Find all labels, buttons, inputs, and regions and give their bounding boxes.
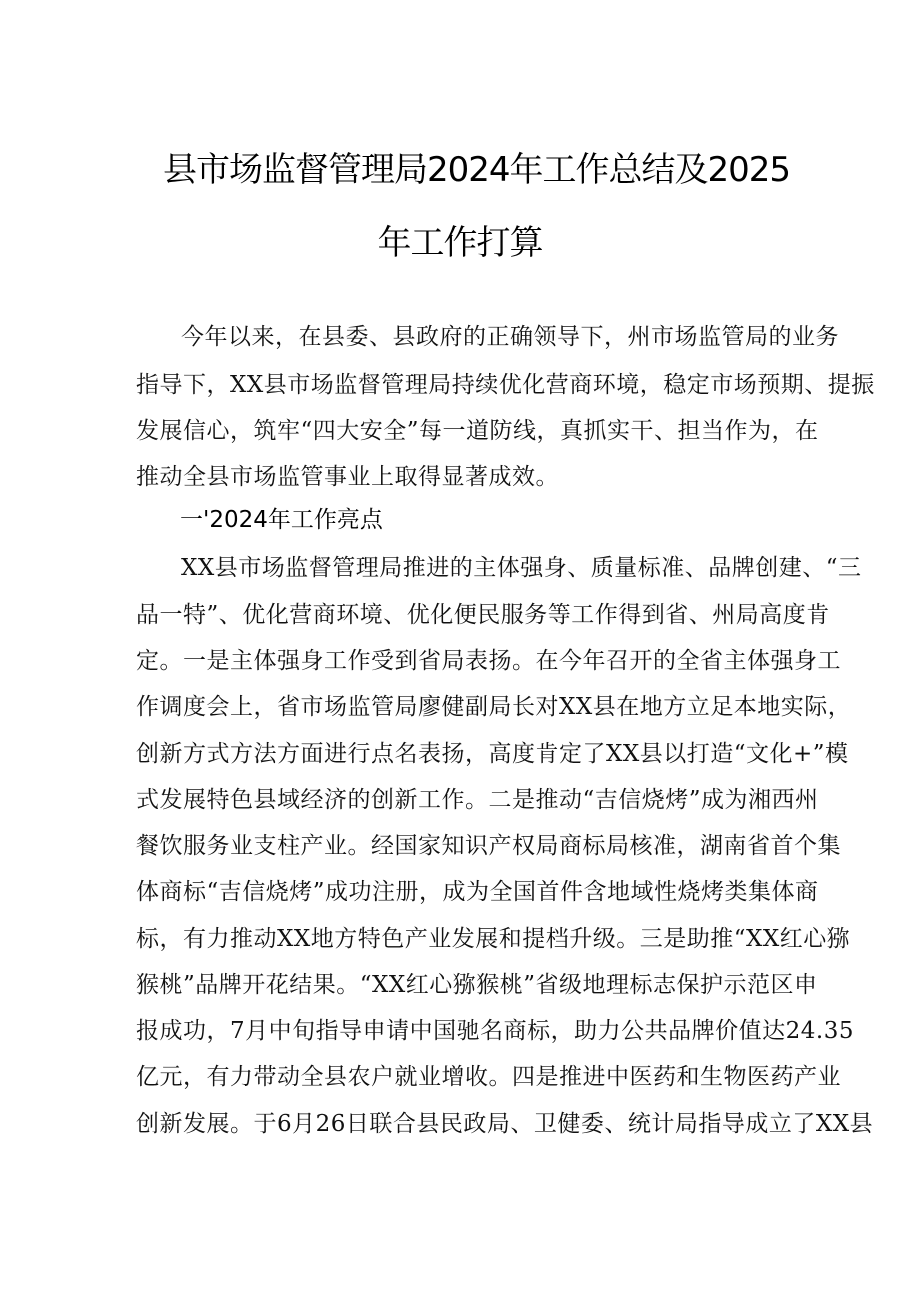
body-line-12: 亿元，有力带动全县农户就业增收。四是推进中医药和生物医药产业: [136, 1064, 841, 1090]
body-line-10: 猴桃”品牌开花结果。“XX红心猕猴桃”省级地理标志保护示范区申: [136, 972, 818, 998]
body-line-1: XX县市场监督管理局推进的主体强身、质量标准、品牌创建、“三: [181, 555, 862, 581]
intro-line-4: 推动全县市场监管事业上取得显著成效。: [136, 464, 559, 490]
document-title-line-1: 县市场监督管理局2024年工作总结及2025: [163, 150, 791, 190]
body-line-2: 品一特”、优化营商环境、优化便民服务等工作得到省、州局高度肯: [136, 602, 830, 628]
body-line-3: 定。一是主体强身工作受到省局表扬。在今年召开的全省主体强身工: [136, 648, 841, 674]
body-line-5: 创新方式方法方面进行点名表扬，高度肯定了XX县以打造“文化+”模: [136, 741, 849, 767]
intro-line-3: 发展信心，筑牢“四大安全”每一道防线，真抓实干、担当作为，在: [136, 418, 819, 444]
body-line-4: 作调度会上，省市场监管局廖健副局长对XX县在地方立足本地实际，: [136, 694, 852, 720]
section-heading: 一'2024年工作亮点: [180, 507, 383, 533]
body-line-13: 创新发展。于6月26日联合县民政局、卫健委、统计局指导成立了XX县: [136, 1111, 874, 1137]
body-line-6: 式发展特色县域经济的创新工作。二是推动“吉信烧烤”成为湘西州: [136, 787, 819, 813]
body-line-9: 标，有力推动XX地方特色产业发展和提档升级。三是助推“XX红心猕: [136, 926, 851, 952]
intro-line-2: 指导下，XX县市场监督管理局持续优化营商环境，稳定市场预期、提振: [136, 372, 875, 398]
body-line-8: 体商标“吉信烧烤”成功注册，成为全国首件含地域性烧烤类集体商: [136, 879, 819, 905]
body-line-7: 餐饮服务业支柱产业。经国家知识产权局商标局核准，湖南省首个集: [136, 833, 841, 859]
body-line-11: 报成功，7月中旬指导申请中国驰名商标，助力公共品牌价值达24.35: [136, 1018, 854, 1044]
intro-line-1: 今年以来，在县委、县政府的正确领导下，州市场监管局的业务: [181, 324, 839, 350]
document-title-line-2: 年工作打算: [377, 223, 543, 263]
